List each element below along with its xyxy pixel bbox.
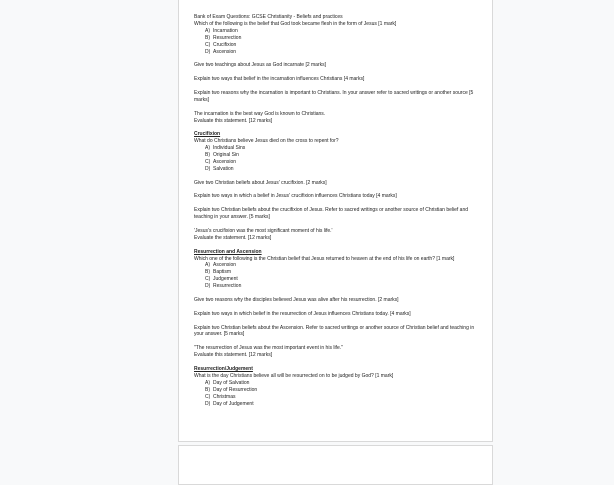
section-heading: Resurrection and Ascension — [194, 248, 262, 255]
option-text: Original Sin — [213, 152, 239, 159]
exam-question — [194, 325, 484, 339]
question-line: Explain two Christian beliefs about the crucifixion of Jesus. Refer to sacred writings or another source of Christian belief and teaching in your answer. [5 marks] — [194, 207, 469, 221]
exam-question — [194, 207, 484, 221]
option-letter: D) — [205, 48, 211, 55]
option-text: Salvation — [213, 165, 234, 172]
option-letter: B) — [205, 34, 210, 41]
question-line: Evaluate the statement. [12 marks] — [194, 234, 272, 241]
mcq-option — [205, 394, 484, 401]
mcq-option — [205, 262, 484, 269]
question-line: "The resurrection of Jesus was the most important event in his life." — [194, 345, 343, 352]
option-letter: C) — [205, 276, 211, 283]
option-letter: A) — [205, 379, 210, 386]
option-text: Individual Sins — [213, 145, 246, 152]
exam-question — [194, 62, 484, 69]
question-line: Give two Christian beliefs about Jesus' crucifixion. [2 marks] — [194, 179, 327, 186]
option-text: Incarnation — [213, 27, 238, 34]
mcq-option — [205, 159, 484, 166]
option-text: Resurrection — [213, 283, 242, 290]
mcq-option — [205, 152, 484, 159]
option-letter: D) — [205, 283, 211, 290]
question-line: Evaluate this statement. [12 marks] — [194, 117, 273, 124]
option-letter: A) — [205, 27, 210, 34]
option-letter: A) — [205, 145, 210, 152]
mcq-options — [194, 262, 484, 290]
document-title: Bank of Exam Questions: GCSE Christianity - Beliefs and practices — [194, 14, 343, 20]
mcq-options — [194, 28, 484, 56]
exam-question — [194, 193, 484, 200]
option-text: Day of Resurrection — [213, 386, 258, 393]
mcq-option — [205, 145, 484, 152]
mcq-option — [205, 49, 484, 56]
mcq-option — [205, 269, 484, 276]
option-text: Christmas — [213, 393, 236, 400]
option-text: Ascension — [213, 48, 237, 55]
option-letter: A) — [205, 262, 210, 269]
document-content — [194, 14, 484, 414]
mcq-question: Which one of the following is the Christian belief that Jesus returned to heaven at the end of his life on earth? [1 mark] — [194, 255, 455, 262]
exam-question — [194, 311, 484, 318]
document-page-1 — [178, 0, 493, 442]
section-heading: Crucifixion — [194, 131, 221, 138]
option-letter: B) — [205, 386, 210, 393]
option-letter: D) — [205, 165, 211, 172]
mcq-option — [205, 401, 484, 408]
mcq-option — [205, 28, 484, 35]
mcq-option — [205, 35, 484, 42]
exam-question — [194, 180, 484, 187]
question-line: The incarnation is the best way God is known to Christians. — [194, 110, 326, 117]
mcq-question: What do Christians believe Jesus died on the cross to repent for? — [194, 138, 339, 145]
mcq-option — [205, 283, 484, 290]
exam-question — [194, 345, 484, 359]
option-letter: D) — [205, 400, 211, 407]
question-line: Evaluate this statement. [12 marks] — [194, 352, 273, 359]
question-line: Explain two reasons why the incarnation is important to Christians. In your answer refer to sacred writings or another source [5 marks] — [194, 89, 474, 103]
option-letter: C) — [205, 393, 211, 400]
option-letter: C) — [205, 158, 211, 165]
exam-question — [194, 297, 484, 304]
question-line: Explain two ways in which a belief in Jesus' crucifixion influences Christians today [4 marks] — [194, 193, 397, 200]
option-text: Ascension — [213, 262, 237, 269]
mcq-option — [205, 166, 484, 173]
question-line: Explain two ways that belief in the incarnation influences Christians [4 marks] — [194, 76, 365, 83]
mcq-options — [194, 145, 484, 173]
exam-question — [194, 111, 484, 125]
option-text: Resurrection — [213, 34, 242, 41]
mcq-question: Which of the following is the belief that God took became flesh in the form of Jesus [1 mark] — [194, 20, 397, 27]
option-letter: C) — [205, 41, 211, 48]
mcq-option — [205, 276, 484, 283]
question-line: Explain two Christian beliefs about the Ascension. Refer to sacred writings or another source of Christian belief and teaching in your answer. [5 marks] — [194, 324, 475, 338]
question-line: 'Jesus's crucifixion was the most significant moment of his life.' — [194, 227, 333, 234]
question-line: Give two teachings about Jesus as God incarnate [2 marks] — [194, 62, 327, 69]
section-heading: Resurrection/Judgement — [194, 365, 253, 372]
exam-question — [194, 90, 484, 104]
mcq-question: What is the day Christians believe all will be resurrected on to be judged by God? [1 mark] — [194, 372, 394, 379]
option-text: Day of Judgement — [213, 400, 254, 407]
option-letter: B) — [205, 152, 210, 159]
exam-question — [194, 228, 484, 242]
option-text: Judgement — [213, 276, 238, 283]
question-line: Give two reasons why the disciples believed Jesus was alive after his resurrection. [2 marks] — [194, 296, 399, 303]
exam-question — [194, 76, 484, 83]
question-line: Explain two ways in which belief in the resurrection of Jesus influences Christians today. [4 marks] — [194, 310, 411, 317]
document-page-2 — [178, 445, 493, 485]
option-text: Day of Salvation — [213, 379, 250, 386]
option-text: Baptism — [213, 269, 232, 276]
mcq-option — [205, 380, 484, 387]
option-text: Crucifixion — [213, 41, 237, 48]
mcq-option — [205, 387, 484, 394]
mcq-options — [194, 380, 484, 408]
mcq-option — [205, 42, 484, 49]
option-text: Ascension — [213, 158, 237, 165]
option-letter: B) — [205, 269, 210, 276]
